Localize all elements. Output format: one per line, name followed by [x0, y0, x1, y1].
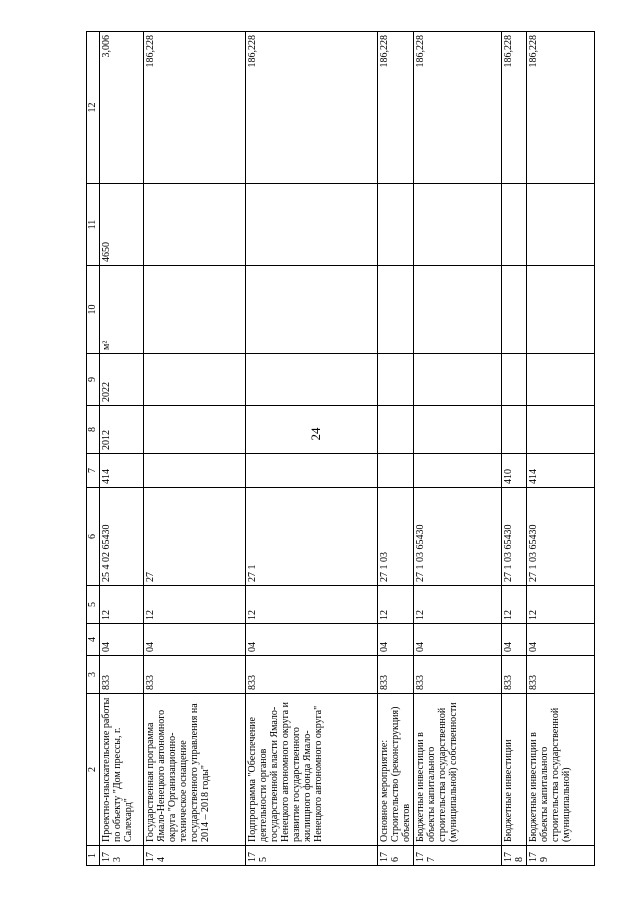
- col-header-1: 1: [87, 846, 100, 866]
- code-cell: 833: [144, 656, 246, 694]
- start-year-cell: [378, 406, 414, 454]
- target-article-cell: 27 1 03 65430: [414, 488, 502, 586]
- start-year-cell: [527, 406, 595, 454]
- capacity-cell: 4650: [100, 184, 144, 266]
- start-year-cell: [502, 406, 527, 454]
- row-number-cell: 177: [414, 846, 502, 866]
- col-header-3: 3: [87, 656, 100, 694]
- section-cell: 04: [414, 624, 502, 656]
- end-year-cell: [246, 354, 378, 406]
- expense-type-cell: 414: [527, 454, 595, 488]
- target-article-cell: 27 1 03 65430: [527, 488, 595, 586]
- unit-cell: [378, 266, 414, 354]
- end-year-cell: [527, 354, 595, 406]
- name-cell: Бюджетные инвестиции: [502, 694, 527, 846]
- budget-table-rotated: [86, 32, 614, 866]
- col-header-5: 5: [87, 586, 100, 624]
- expense-type-cell: [246, 454, 378, 488]
- name-cell: Бюджетные инвестиции в объекты капитального строительства государственной (муниципальной) собственности: [414, 694, 502, 846]
- code-cell: 833: [378, 656, 414, 694]
- row-number-cell: 174: [144, 846, 246, 866]
- unit-cell: м²: [100, 266, 144, 354]
- table-row: [527, 32, 595, 866]
- subsection-cell: 12: [378, 586, 414, 624]
- section-cell: 04: [502, 624, 527, 656]
- section-cell: 04: [100, 624, 144, 656]
- end-year-cell: [414, 354, 502, 406]
- expense-type-cell: 410: [502, 454, 527, 488]
- code-cell: 833: [414, 656, 502, 694]
- start-year-cell: [144, 406, 246, 454]
- section-cell: 04: [144, 624, 246, 656]
- col-header-9: 9: [87, 354, 100, 406]
- end-year-cell: [378, 354, 414, 406]
- code-cell: 833: [100, 656, 144, 694]
- section-cell: 04: [246, 624, 378, 656]
- unit-cell: [144, 266, 246, 354]
- code-cell: 833: [246, 656, 378, 694]
- unit-cell: [414, 266, 502, 354]
- start-year-cell: [246, 406, 378, 454]
- table-row: [144, 32, 246, 866]
- unit-cell: [527, 266, 595, 354]
- expense-type-cell: [378, 454, 414, 488]
- target-article-cell: 27 1 03: [378, 488, 414, 586]
- table-row: [378, 32, 414, 866]
- row-number-cell: 179: [527, 846, 595, 866]
- amount-cell: 186,228: [414, 32, 502, 184]
- header-row: [87, 32, 100, 866]
- amount-cell: 186,228: [246, 32, 378, 184]
- col-header-7: 7: [87, 454, 100, 488]
- subsection-cell: 12: [527, 586, 595, 624]
- section-cell: 04: [378, 624, 414, 656]
- end-year-cell: [502, 354, 527, 406]
- col-header-8: 8: [87, 406, 100, 454]
- amount-cell: 186,228: [144, 32, 246, 184]
- row-number-cell: 176: [378, 846, 414, 866]
- amount-cell: 3,006: [100, 32, 144, 184]
- table-row: [100, 32, 144, 866]
- capacity-cell: [414, 184, 502, 266]
- start-year-cell: 2012: [100, 406, 144, 454]
- subsection-cell: 12: [502, 586, 527, 624]
- expense-type-cell: 414: [100, 454, 144, 488]
- table-row: [414, 32, 502, 866]
- name-cell: Подпрограмма "Обеспечение деятельности органов государственной власти Ямало-Ненецкого автономного округа и развитие государственного жилищного фонда Ямало-Ненецкого автономного округа": [246, 694, 378, 846]
- target-article-cell: 27: [144, 488, 246, 586]
- section-cell: 04: [527, 624, 595, 656]
- amount-cell: 186,228: [378, 32, 414, 184]
- row-number-cell: 173: [100, 846, 144, 866]
- subsection-cell: 12: [414, 586, 502, 624]
- budget-table: [86, 31, 595, 866]
- name-cell: Проектно-изыскательские работы по объекту "Дом прессы, г. Салехард": [100, 694, 144, 846]
- start-year-cell: [414, 406, 502, 454]
- capacity-cell: [246, 184, 378, 266]
- col-header-12: 12: [87, 32, 100, 184]
- end-year-cell: 2022: [100, 354, 144, 406]
- col-header-2: 2: [87, 694, 100, 846]
- amount-cell: 186,228: [527, 32, 595, 184]
- target-article-cell: 27 1 03 65430: [502, 488, 527, 586]
- col-header-4: 4: [87, 624, 100, 656]
- code-cell: 833: [502, 656, 527, 694]
- subsection-cell: 12: [100, 586, 144, 624]
- expense-type-cell: [144, 454, 246, 488]
- table-row: [502, 32, 527, 866]
- capacity-cell: [144, 184, 246, 266]
- name-cell: Государственная программа Ямало-Ненецкого автономного округа "Организационно-техническое оснащение государственного управления на 2014 – 2018 годы": [144, 694, 246, 846]
- amount-cell: 186,228: [502, 32, 527, 184]
- capacity-cell: [378, 184, 414, 266]
- code-cell: 833: [527, 656, 595, 694]
- subsection-cell: 12: [144, 586, 246, 624]
- col-header-11: 11: [87, 184, 100, 266]
- name-cell: Бюджетные инвестиции в объекты капитального строительства государственной (муниципальной): [527, 694, 595, 846]
- target-article-cell: 27 1: [246, 488, 378, 586]
- name-cell: Основное мероприятие: Строительство (реконструкция) объектов: [378, 694, 414, 846]
- expense-type-cell: [414, 454, 502, 488]
- subsection-cell: 12: [246, 586, 378, 624]
- end-year-cell: [144, 354, 246, 406]
- target-article-cell: 25 4 02 65430: [100, 488, 144, 586]
- unit-cell: [502, 266, 527, 354]
- capacity-cell: [502, 184, 527, 266]
- row-number-cell: 178: [502, 846, 527, 866]
- table-row: [246, 32, 378, 866]
- row-number-cell: 175: [246, 846, 378, 866]
- page-number: 24: [308, 427, 323, 441]
- col-header-6: 6: [87, 488, 100, 586]
- unit-cell: [246, 266, 378, 354]
- col-header-10: 10: [87, 266, 100, 354]
- capacity-cell: [527, 184, 595, 266]
